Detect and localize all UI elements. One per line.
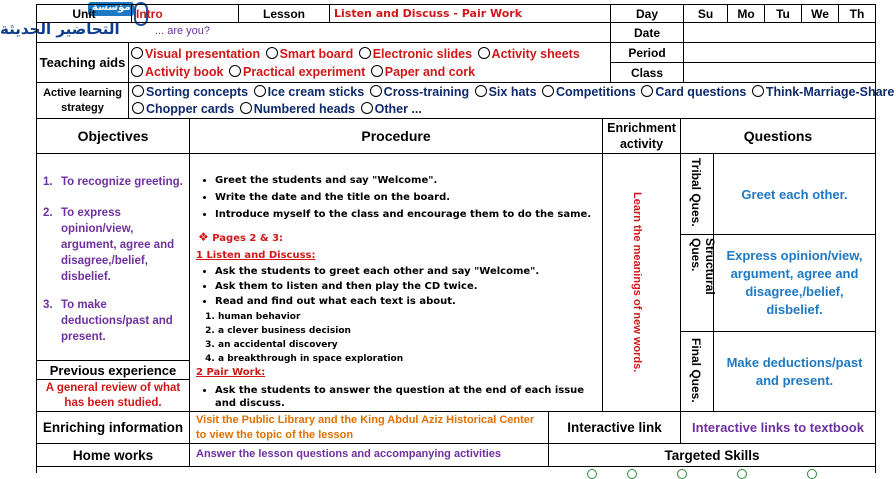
topic-item: 3. an accidental discovery — [218, 339, 580, 352]
logo-title: التحاضير الحديثة — [0, 20, 120, 38]
radio-icon — [132, 102, 144, 114]
enrichment-text: Learn the meanings of new words. — [631, 192, 643, 373]
strategy-option[interactable]: Six hats — [475, 84, 537, 101]
strategy-option[interactable]: Cross-training — [370, 84, 469, 101]
radio-icon — [641, 85, 653, 97]
teaching-aids-options — [128, 42, 611, 83]
strategy-option[interactable]: Chopper cards — [132, 101, 234, 118]
day-th: Th — [838, 4, 876, 23]
targeted-skills-label: Targeted Skills — [548, 443, 876, 467]
question-label-cell — [680, 153, 714, 235]
question-structural-text: Express opinion/view, argument, agree and disagree,/belief, disbelief. — [713, 234, 876, 332]
objective-item: 3. To make deductions/past and present. — [43, 299, 173, 343]
radio-icon — [132, 85, 144, 97]
enrichment-cell — [602, 153, 681, 412]
strategy-label: Active learning strategy — [36, 82, 129, 119]
skill-radio-icon — [807, 469, 817, 479]
enriching-info-text: Visit the Public Library and the King Abdul Aziz Historical Center to view the topic of the lesson — [189, 411, 549, 444]
strategy-options — [128, 82, 895, 119]
previous-experience-label: Previous experience — [36, 360, 190, 380]
period-value[interactable] — [683, 42, 876, 63]
title-row — [36, 22, 611, 43]
day-we: We — [801, 4, 839, 23]
strategy-option[interactable]: Competitions — [542, 84, 636, 101]
radio-icon — [131, 47, 143, 59]
radio-icon — [266, 47, 278, 59]
radio-icon — [359, 47, 371, 59]
radio-icon — [361, 102, 373, 114]
skill-radio-icon — [737, 469, 747, 479]
strategy-option[interactable]: Other ... — [361, 101, 422, 118]
procedure-step: • Greet the students and say "Welcome". — [215, 174, 597, 187]
topics-list — [200, 310, 580, 367]
day-su: Su — [683, 4, 728, 23]
class-label: Class — [610, 62, 684, 83]
day-label: Day — [610, 4, 684, 23]
radio-icon — [240, 102, 252, 114]
aid-option[interactable]: Paper and cork — [371, 63, 475, 81]
procedure-step: • Ask the students to greet each other and say "Welcome". — [215, 265, 597, 278]
class-value[interactable] — [683, 62, 876, 83]
procedure-heading: Procedure — [189, 118, 603, 154]
strategy-option[interactable]: Ice cream sticks — [254, 84, 365, 101]
day-mo: Mo — [727, 4, 765, 23]
radio-icon — [752, 85, 764, 97]
objectives-list — [36, 153, 190, 361]
procedure-intro-list — [197, 174, 597, 225]
objective-item: 1. To recognize greeting. — [43, 176, 183, 188]
radio-icon — [254, 85, 266, 97]
procedure-pairwork-list — [197, 384, 597, 414]
skill-radio-icon — [627, 469, 637, 479]
procedure-step: • Write the date and the title on the board. — [215, 191, 597, 204]
enrichment-heading: Enrichment activity — [602, 118, 681, 154]
lesson-value: Listen and Discuss - Pair Work — [329, 4, 611, 23]
section-listen-heading: 1 Listen and Discuss: — [196, 250, 316, 261]
radio-icon — [229, 65, 241, 77]
procedure-step: • Read and find out what each text is about. — [215, 295, 597, 308]
aid-option[interactable]: Activity sheets — [478, 45, 580, 63]
unit-label: Unit — [36, 4, 132, 23]
radio-icon — [478, 47, 490, 59]
date-label: Date — [610, 22, 684, 43]
question-final-text: Make deductions/past and present. — [713, 331, 876, 412]
objectives-heading: Objectives — [36, 118, 190, 154]
procedure-step: • Introduce myself to the class and encourage them to do the same. — [215, 208, 597, 221]
teaching-aids-label: Teaching aids — [36, 42, 129, 83]
radio-icon — [542, 85, 554, 97]
aid-option[interactable]: Visual presentation — [131, 45, 260, 63]
procedure-body — [189, 153, 603, 412]
period-label: Period — [610, 42, 684, 63]
aid-option[interactable]: Practical experiment — [229, 63, 365, 81]
strategy-option[interactable]: Numbered heads — [240, 101, 355, 118]
strategy-option[interactable]: Sorting concepts — [132, 84, 248, 101]
topic-item: 2. a clever business decision — [218, 325, 580, 338]
previous-experience-text: A general review of what has been studied. — [36, 379, 190, 412]
questions-heading: Questions — [680, 118, 876, 154]
home-works-label: Home works — [36, 443, 190, 467]
section-pairwork-heading: 2 Pair Work: — [196, 367, 266, 378]
home-works-text: Answer the lesson questions and accompanying activities — [189, 443, 549, 467]
objective-item: 2. To express opinion/view, argument, agree and disagree,/belief, disbelief. — [43, 207, 175, 283]
strategy-option[interactable]: Think-Marriage-Share — [752, 84, 895, 101]
aid-option[interactable]: Electronic slides — [359, 45, 472, 63]
procedure-step: • Ask them to listen and then play the CD twice. — [215, 280, 597, 293]
pages-heading: ❖ Pages 2 & 3: — [198, 230, 284, 244]
skill-radio-icon — [677, 469, 687, 479]
logo-subtext: مؤسسة — [92, 2, 131, 13]
question-label-final: Final Ques. — [689, 338, 703, 403]
diamond-icon: ❖ — [198, 230, 209, 244]
aid-option[interactable]: Activity book — [131, 63, 224, 81]
next-row-fragment — [36, 466, 876, 473]
radio-icon — [370, 85, 382, 97]
interactive-link-label: Interactive link — [548, 411, 681, 444]
procedure-step: • Ask the students to answer the question at the end of each issue and discuss. — [215, 384, 597, 410]
question-label-cell — [680, 331, 714, 412]
topic-item: 1. human behavior — [218, 311, 580, 324]
subtitle-fragment: ... are you? — [155, 25, 211, 37]
question-label-cell — [680, 234, 717, 332]
question-label-tribal: Tribal Ques. — [689, 158, 703, 227]
interactive-link[interactable]: Interactive links to textbook — [680, 411, 876, 444]
radio-icon — [131, 65, 143, 77]
aid-option[interactable]: Smart board — [266, 45, 354, 63]
unit-value: Intro — [131, 4, 239, 23]
skill-radio-icon — [587, 469, 597, 479]
enriching-info-label: Enriching information — [36, 411, 190, 444]
lesson-label: Lesson — [238, 4, 330, 23]
strategy-option[interactable]: Card questions — [641, 84, 746, 101]
date-value[interactable] — [683, 22, 876, 43]
radio-icon — [371, 65, 383, 77]
question-label-structural: Structural Ques. — [689, 238, 717, 295]
procedure-listen-list — [197, 265, 597, 310]
radio-icon — [475, 85, 487, 97]
question-tribal-text: Greet each other. — [713, 153, 876, 235]
topic-item: 4. a breakthrough in space exploration — [218, 353, 580, 366]
day-tu: Tu — [764, 4, 802, 23]
